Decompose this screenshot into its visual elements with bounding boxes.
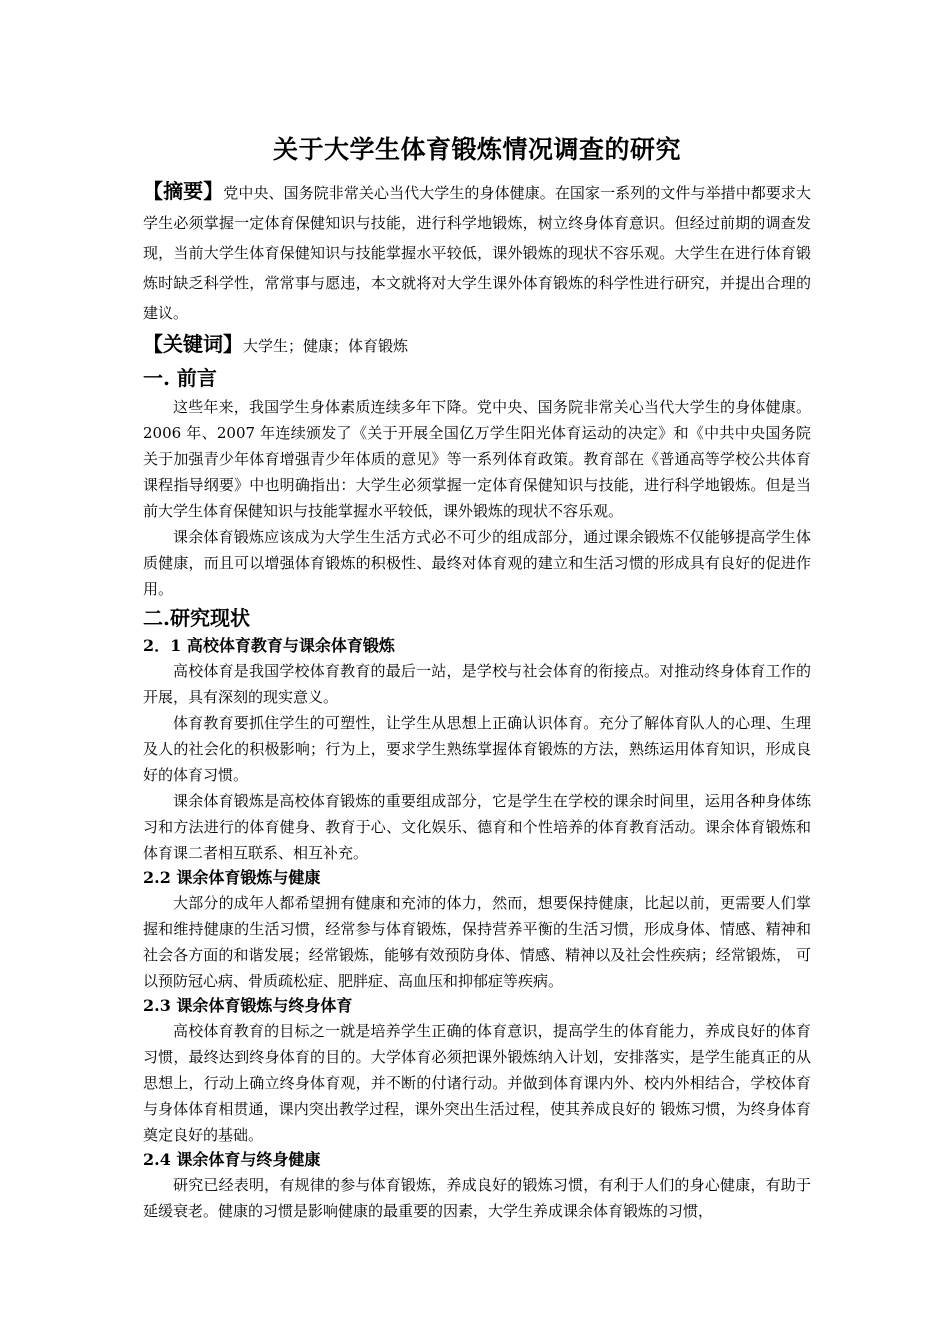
keywords-tag: 【关键词】 bbox=[143, 332, 243, 356]
keywords-text: 大学生；健康；体育锻炼 bbox=[243, 337, 409, 355]
paragraph: 课余体育锻炼应该成为大学生生活方式必不可少的组成部分，通过课余锻炼不仅能够提高学生体质健康，而且可以增强体育锻炼的积极性、最终对体育观的建立和生活习惯的形成具有良好的促进作用。 bbox=[143, 528, 811, 598]
subsection-heading-2-1: 2．1 高校体育教育与课余体育锻炼 bbox=[143, 636, 395, 655]
paragraph: 体育教育要抓住学生的可塑性，让学生从思想上正确认识体育。充分了解体育队人的心理、生理及人的社会化的积极影响；行为上，要求学生熟练掌握体育锻炼的方法，熟练运用体育知识，形成良好的体育习惯。 bbox=[143, 714, 811, 784]
keywords bbox=[143, 328, 811, 362]
paragraph: 大部分的成年人都希望拥有健康和充沛的体力，然而，想要保持健康，比起以前，更需要人们掌握和维持健康的生活习惯，经常参与体育锻炼，保持营养平衡的生活习惯，形成身体、情感、精神和社会各方面的和谐发展；经常锻炼，能够有效预防身体、情感、精神以及社会性疾病；经常锻炼， 可以预防冠心病、骨质疏松症、肥胖症、高血压和抑郁症等疾病。 bbox=[143, 894, 811, 990]
page-title: 关于大学生体育锻炼情况调查的研究 bbox=[272, 135, 681, 164]
subsection-heading-2-4: 2.4 课余体育与终身健康 bbox=[143, 1150, 321, 1169]
document-body bbox=[143, 132, 811, 1224]
paragraph: 高校体育是我国学校体育教育的最后一站，是学校与社会体育的衔接点。对推动终身体育工作的开展，具有深刻的现实意义。 bbox=[143, 662, 811, 706]
paragraph: 高校体育教育的目标之一就是培养学生正确的体育意识，提高学生的体育能力，养成良好的体育习惯，最终达到终身体育的目的。大学体育必须把课外锻炼纳入计划，安排落实，是学生能真正的从思想上，行动上确立终身体育观，并不断的付诸行动。并做到体育课内外、校内外相结合，学校体育与身体体育相贯通，课内突出教学过程，课外突出生活过程，使其养成良好的 锻炼习惯，为终身体育奠定良好的基础。 bbox=[143, 1022, 811, 1144]
paragraph: 课余体育锻炼是高校体育锻炼的重要组成部分，它是学生在学校的课余时间里，运用各种身体练习和方法进行的体育健身、教育于心、文化娱乐、德育和个性培养的体育教育活动。课余体育锻炼和体育课二者相互联系、相互补充。 bbox=[143, 792, 811, 862]
paragraph: 研究已经表明，有规律的参与体育锻炼，养成良好的锻炼习惯，有利于人们的身心健康，有助于延缓衰老。健康的习惯是影响健康的最重要的因素，大学生养成课余体育锻炼的习惯， bbox=[143, 1176, 811, 1220]
paragraph: 这些年来，我国学生身体素质连续多年下降。党中央、国务院非常关心当代大学生的身体健康。2006 年、2007 年连续颁发了《关于开展全国亿万学生阳光体育运动的决定》和《中共中央国务院关于加强青少年体育增强青少年体质的意见》等一系列体育政策。教育部在《普通高等学校公共体育课程指导纲要》中也明确指出：大学生必须掌握一定体育保健知识与技能，进行科学地锻炼。但是当前大学生体育保健知识与技能掌握水平较低，课外锻炼的现状不容乐观。 bbox=[143, 398, 811, 520]
section-heading-preface: 一. 前言 bbox=[143, 366, 217, 390]
section-heading-status: 二.研究现状 bbox=[143, 606, 250, 630]
abstract-tag: 【摘要】 bbox=[143, 179, 224, 203]
subsection-heading-2-2: 2.2 课余体育锻炼与健康 bbox=[143, 868, 321, 887]
abstract-text: 党中央、国务院非常关心当代大学生的身体健康。在国家一系列的文件与举措中都要求大学生必须掌握一定体育保健知识与技能，进行科学地锻炼，树立终身体育意识。但经过前期的调查发现，当前大学生体育保健知识与技能掌握水平较低，课外锻炼的现状不容乐观。大学生在进行体育锻炼时缺乏科学性，常常事与愿违，本文就将对大学生课外体育锻炼的科学性进行研究，并提出合理的建议。 bbox=[143, 184, 812, 322]
abstract bbox=[143, 176, 811, 328]
subsection-heading-2-3: 2.3 课余体育锻炼与终身体育 bbox=[143, 996, 353, 1015]
